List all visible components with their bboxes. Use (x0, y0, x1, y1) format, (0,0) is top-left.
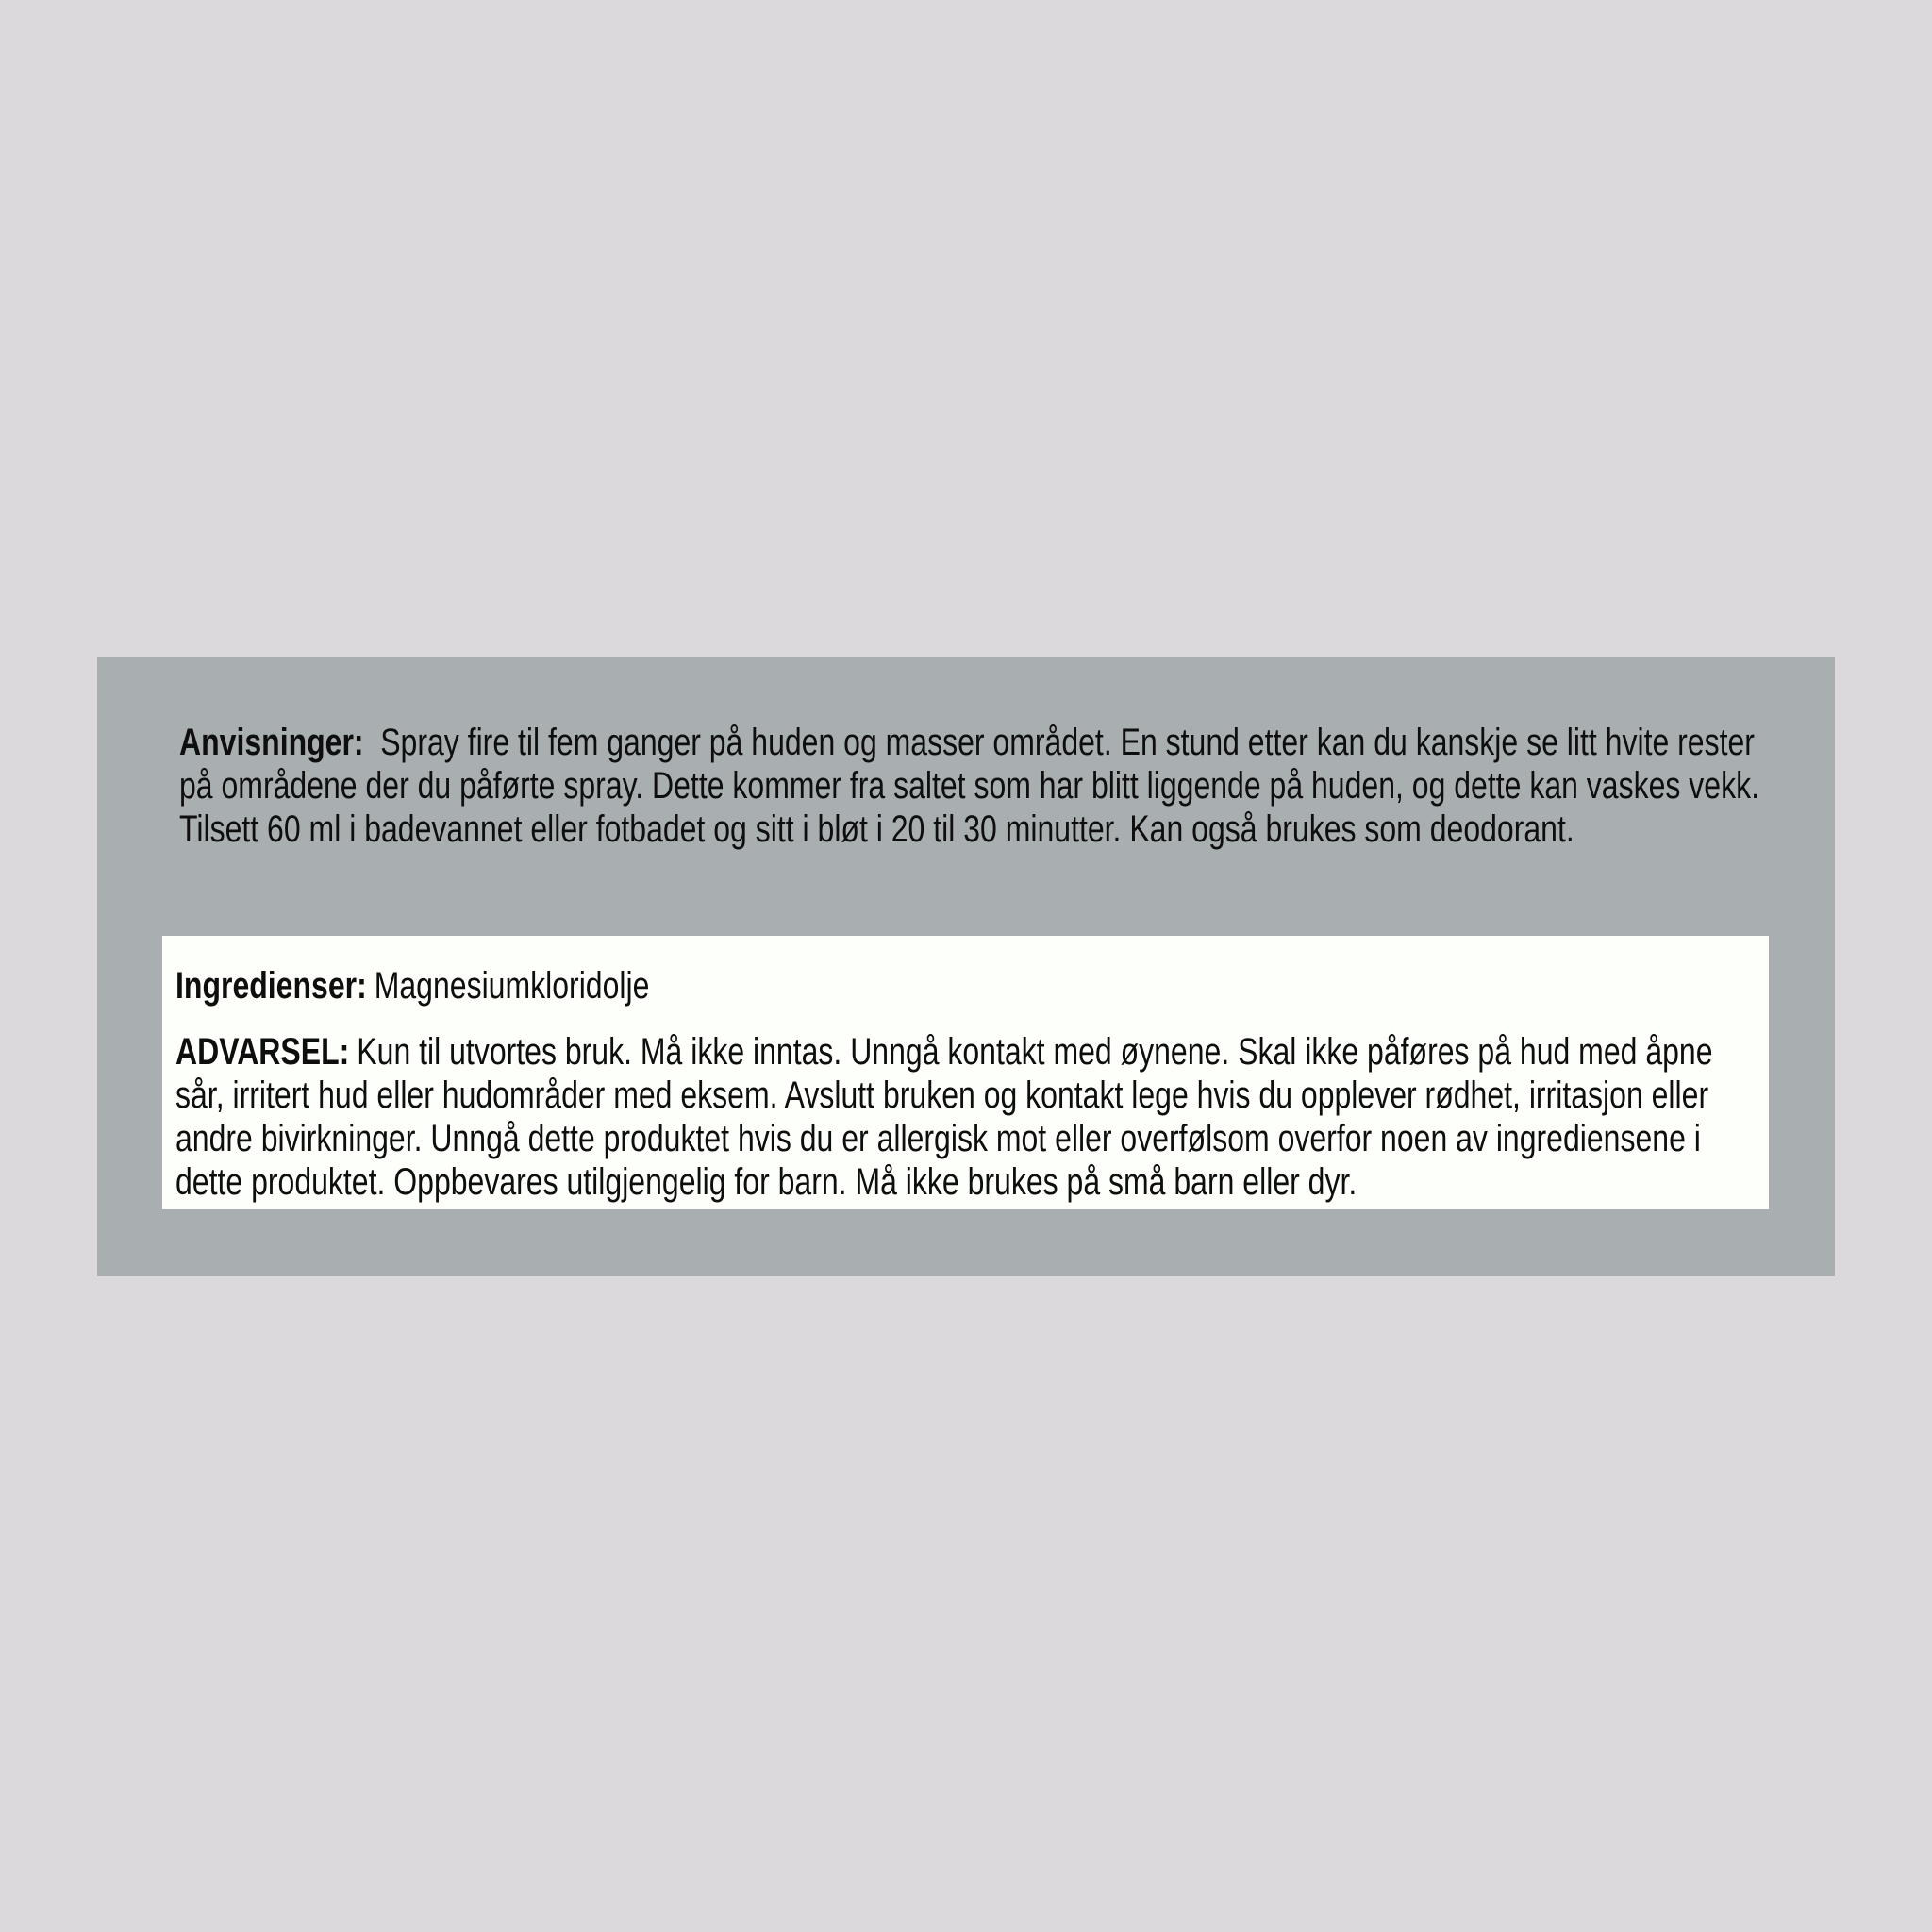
warning-heading: ADVARSEL: (175, 1031, 350, 1073)
ingredients-line (175, 964, 1751, 1008)
label-back-panel (97, 657, 1835, 1276)
directions-paragraph (179, 721, 1774, 851)
ingredients-warning-box (162, 936, 1769, 1209)
directions-text: Spray fire til fem ganger på huden og masser området. En stund etter kan du kanskje se litt hvite rester på områdene der du påførte spray. Dette kommer fra saltet som har blitt liggende på huden, og dette kan vaskes vekk. Tilsett 60 ml i badevannet eller fotbadet og sitt i bløt i 20 til 30 minutter. Kan også brukes som deodorant. (179, 722, 1759, 850)
ingredients-warning-content (175, 964, 1751, 1204)
ingredients-heading: Ingredienser: (175, 965, 367, 1007)
warning-text: Kun til utvortes bruk. Må ikke inntas. Unngå kontakt med øynene. Skal ikke påføres på hud med åpne sår, irritert hud eller hudområder med eksem. Avslutt bruken og kontakt lege hvis du opplever rødhet, irritasjon eller andre bivirkninger. Unngå dette produktet hvis du er allergisk mot eller overfølsom overfor noen av ingrediensene i dette produktet. Oppbevares utilgjengelig for barn. Må ikke brukes på små barn eller dyr. (175, 1031, 1713, 1203)
ingredients-text: Magnesiumkloridolje (374, 965, 650, 1007)
warning-paragraph (175, 1030, 1751, 1204)
directions-heading: Anvisninger: (179, 722, 364, 763)
